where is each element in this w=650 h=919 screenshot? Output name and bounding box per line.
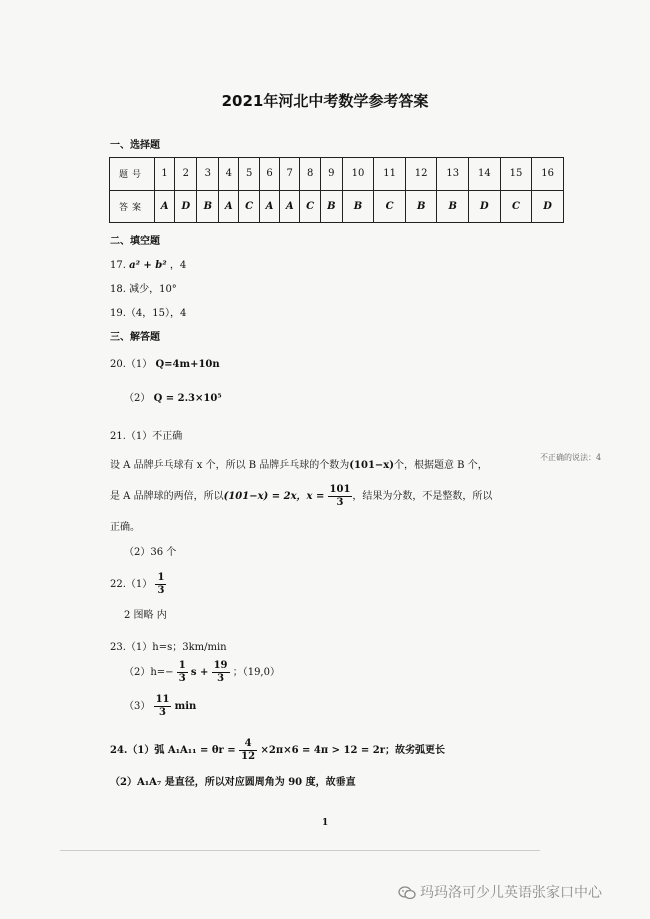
table-cell: C	[300, 190, 321, 223]
table-cell: 3	[197, 158, 219, 191]
q22-part1	[110, 572, 166, 597]
q17-line	[110, 256, 186, 271]
q18-line: 18. 减少，10°	[110, 284, 177, 295]
table-cell: 1	[155, 158, 175, 191]
q21-line1-b: 个，根据题意 B 个，	[393, 460, 488, 471]
fraction-denominator: 3	[159, 707, 166, 718]
table-cell: A	[155, 190, 175, 223]
table-row-answers	[110, 190, 564, 223]
q22-part2: 2 图略 内	[124, 610, 167, 621]
fraction-denominator: 3	[178, 673, 186, 684]
table-cell: 5	[239, 158, 260, 191]
table-cell: B	[437, 190, 469, 223]
table-cell: 15	[500, 158, 532, 191]
q17-tail: ，4	[169, 260, 187, 271]
fraction-numerator: 11	[155, 694, 170, 705]
table-cell: 10	[342, 158, 374, 191]
q23-p3-unit: min	[174, 701, 197, 712]
q20-p1-prefix: 20.（1）	[110, 359, 153, 370]
q21-fraction	[328, 484, 353, 509]
q23-part3	[124, 694, 196, 719]
q23-fraction-2	[212, 660, 230, 685]
table-cell: 7	[280, 158, 300, 191]
q21-line3: 正确。	[110, 522, 140, 533]
table-cell: 13	[437, 158, 469, 191]
table-cell: C	[239, 190, 260, 223]
fraction-denominator: 3	[217, 673, 225, 684]
fraction-denominator: 12	[241, 751, 256, 762]
q23-p2-prefix: （2）h=−	[124, 667, 174, 678]
section-choice: 一、选择题	[110, 140, 160, 151]
fraction-numerator: 19	[213, 660, 228, 671]
table-cell: 11	[374, 158, 406, 191]
q24-fraction	[239, 738, 257, 763]
table-cell: A	[280, 190, 300, 223]
watermark-text: 玛玛洛可少儿英语张家口中心	[420, 885, 602, 901]
answer-label: 答案	[110, 190, 155, 223]
q20-p1-expression: Q=4m+10n	[155, 359, 220, 370]
table-cell: C	[374, 190, 406, 223]
table-cell: 2	[175, 158, 197, 191]
q23-fraction-3	[154, 694, 172, 719]
page-number: 1	[322, 818, 329, 828]
document-title: 2021年河北中考数学参考答案	[221, 92, 429, 110]
q21-line2-b: ，结果为分数，不是整数，所以	[352, 491, 493, 502]
q23-part2	[124, 660, 280, 685]
table-cell: C	[500, 190, 532, 223]
q20-part2	[124, 389, 222, 404]
fraction-numerator: 4	[239, 738, 257, 751]
q24-p1-tail: ×2π×6 = 4π > 12 = 2r；故劣弧更长	[260, 745, 445, 756]
q23-fraction-1	[177, 660, 188, 685]
table-cell: 9	[320, 158, 342, 191]
q19-line: 19.（4，15），4	[110, 308, 187, 319]
q20-p2-expression: Q = 2.3×10⁵	[153, 393, 222, 404]
fraction-denominator: 3	[336, 497, 344, 508]
q23-p2-tail: ；（19,0）	[232, 667, 280, 678]
q24-part1	[110, 738, 445, 763]
table-row-numbers	[110, 158, 564, 191]
fraction-numerator: 1	[157, 572, 165, 583]
q21-part1: 21.（1）不正确	[110, 431, 183, 442]
table-cell: D	[469, 190, 501, 223]
table-cell: 16	[532, 158, 564, 191]
table-cell: D	[175, 190, 197, 223]
table-cell: 4	[219, 158, 239, 191]
watermark	[398, 882, 602, 902]
q17-expression: a² + b²	[129, 260, 167, 271]
q20-p2-prefix: （2）	[124, 393, 151, 404]
q22-p1-prefix: 22.（1）	[110, 579, 153, 590]
q23-p2-middle: s +	[190, 667, 209, 678]
footer-divider	[60, 850, 540, 851]
wechat-icon	[398, 886, 416, 900]
table-cell: D	[532, 190, 564, 223]
q21-line1-expression: (101−x)	[349, 460, 394, 471]
q23-p3-prefix: （3）	[124, 701, 151, 712]
table-cell: B	[342, 190, 374, 223]
q20-part1	[110, 355, 220, 370]
section-solve: 三、解答题	[110, 332, 160, 343]
header-label: 题号	[110, 158, 155, 191]
table-cell: A	[259, 190, 279, 223]
table-cell: B	[197, 190, 219, 223]
q23-part1: 23.（1）h=s；3km/min	[110, 642, 227, 653]
table-cell: 8	[300, 158, 321, 191]
table-cell: B	[320, 190, 342, 223]
fraction-denominator: 3	[157, 585, 165, 596]
answer-table	[109, 157, 564, 223]
table-cell: 12	[405, 158, 437, 191]
q21-handwritten-note: 不正确的说法：4	[540, 453, 602, 462]
section-fill: 二、填空题	[110, 236, 160, 247]
q24-p1-prefix: 24.（1）弧 A₁A₁₁ = θr =	[110, 745, 236, 756]
table-cell: 14	[469, 158, 501, 191]
q21-line2-expression: (101−x) = 2x，x =	[223, 491, 325, 502]
q21-line2	[110, 484, 492, 509]
table-cell: 6	[259, 158, 279, 191]
fraction-numerator: 1	[178, 660, 186, 671]
q24-part2: （2）A₁A₇ 是直径，所以对应圆周角为 90 度，故垂直	[110, 777, 356, 788]
q21-line2-a: 是 A 品牌球的两倍，所以	[110, 491, 224, 502]
q21-part2: （2）36 个	[124, 547, 177, 558]
q21-line1-a: 设 A 品牌乒乓球有 x 个，所以 B 品牌乒乓球的个数为	[110, 460, 350, 471]
table-cell: B	[405, 190, 437, 223]
q17-prefix: 17.	[110, 260, 126, 271]
fraction-numerator: 101	[329, 484, 351, 495]
q22-fraction	[155, 572, 166, 597]
q21-line1	[110, 456, 488, 471]
table-cell: A	[219, 190, 239, 223]
